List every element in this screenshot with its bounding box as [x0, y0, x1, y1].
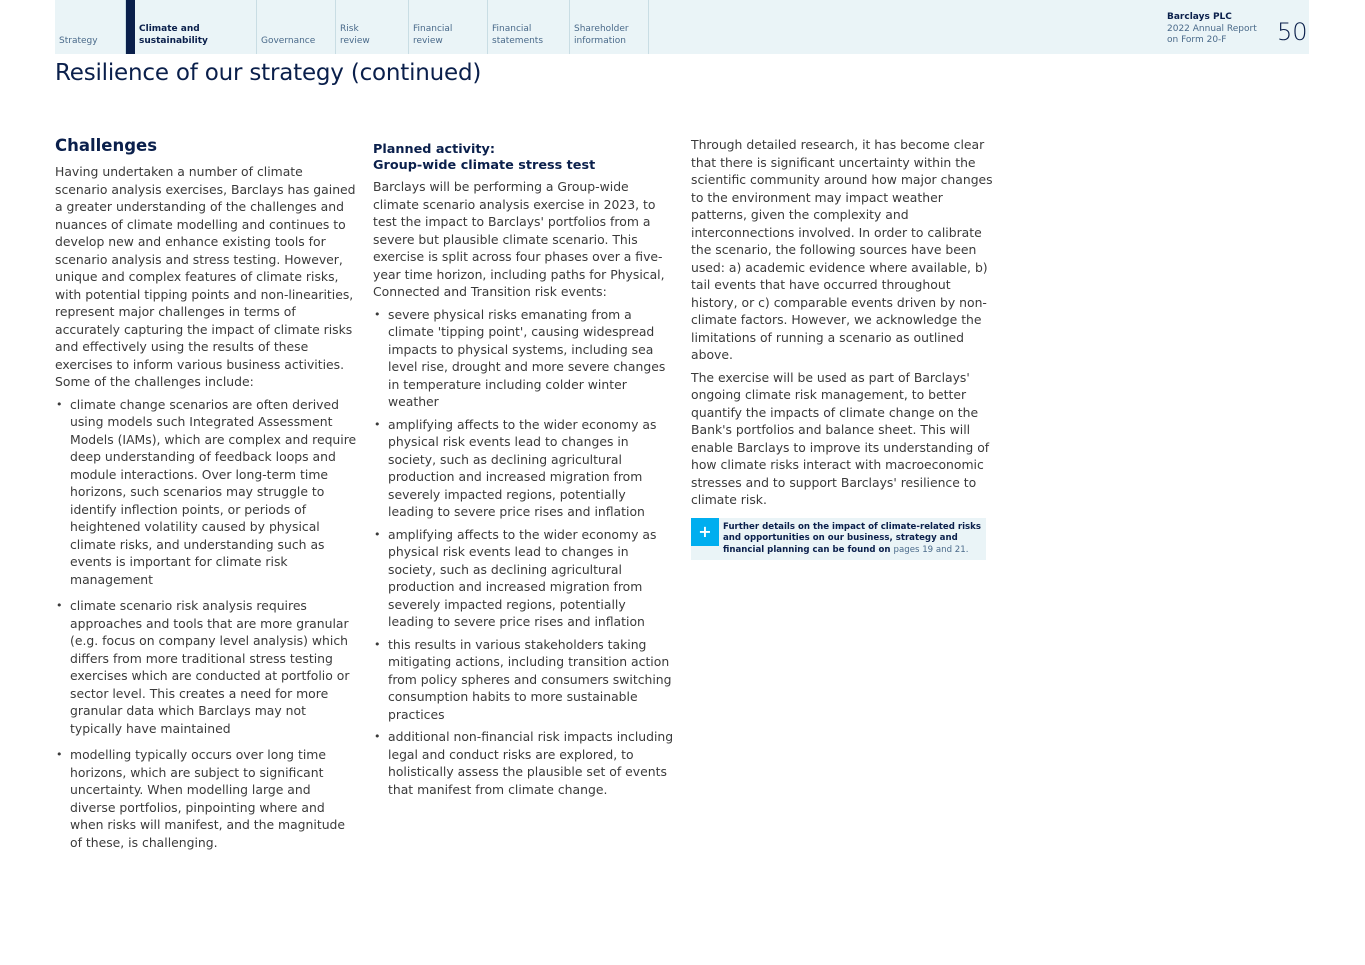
- report-title: 2022 Annual Report: [1167, 23, 1257, 34]
- list-item: • climate change scenarios are often derived using models such Integrated Assessment Models (IAMs), which are complex and require deep understanding of feedback loops and module interactions. Over long-term time horizons, such scenarios may struggle to identify inflection points, or periods of heightened volatility caused by physical climate risks, and understanding such as events is important for climate risk management: [55, 396, 357, 589]
- column-planned-activity: [373, 136, 675, 803]
- nav-label: Shareholder: [574, 24, 629, 34]
- report-info: [1167, 12, 1257, 47]
- nav-label: statements: [492, 36, 544, 46]
- nav-item-financial-review[interactable]: [409, 0, 488, 54]
- nav-item-financial-statements[interactable]: [488, 0, 570, 54]
- nav-label: Governance: [261, 36, 316, 46]
- list-item: • amplifying affects to the wider economy as physical risk events lead to changes in society, such as declining agricultural production and increased migration from severely impacted regions, potentially leading to severe price rises and inflation: [373, 416, 675, 521]
- nav-label: review: [413, 36, 443, 46]
- planned-activity-heading: [373, 142, 675, 174]
- nav-item-climate[interactable]: [126, 0, 257, 54]
- nav-item-governance[interactable]: [257, 0, 336, 54]
- nav-label: Strategy: [59, 36, 98, 46]
- nav-item-strategy[interactable]: [55, 0, 126, 54]
- nav-label: Climate and: [139, 24, 200, 34]
- pages-link[interactable]: pages 19 and 21.: [893, 545, 969, 556]
- plus-icon: +: [691, 518, 719, 546]
- callout-text: [723, 522, 982, 557]
- list-item: • additional non-financial risk impacts including legal and conduct risks are explored, to holistically assess the plausible set of events that manifest from climate change.: [373, 728, 675, 798]
- column-challenges: [55, 136, 357, 860]
- column-research: [691, 136, 993, 560]
- nav-label: Financial: [492, 24, 532, 34]
- callout-body: Further details on the impact of climate-related risks and opportunities on our business, strategy and financial planning can be found on: [723, 521, 981, 556]
- report-form: on Form 20-F: [1167, 35, 1227, 45]
- challenges-list: [55, 396, 357, 852]
- page-number: 50: [1277, 18, 1308, 46]
- challenges-heading: Challenges: [55, 136, 158, 155]
- header-bar: [55, 0, 1309, 54]
- list-item: • this results in various stakeholders taking mitigating actions, including transition action from policy spheres and consumers switching consumption habits to more sustainable practices: [373, 636, 675, 724]
- challenges-intro: Having undertaken a number of climate scenario analysis exercises, Barclays has gained a greater understanding of the challenges and nuances of climate modelling and continues to develop new and enhance existing tools for scenario analysis and stress testing. However, unique and complex features of climate risks, with potential tipping points and non-linearities, represent major challenges in terms of accurately capturing the impact of climate risks and effectively using the results of these exercises to inform various business activities. Some of the challenges include:: [55, 164, 356, 389]
- nav-item-risk-review[interactable]: [336, 0, 409, 54]
- nav-label: sustainability: [139, 36, 208, 46]
- nav-label: information: [574, 36, 626, 46]
- list-item: • modelling typically occurs over long time horizons, which are subject to significant uncertainty. When modelling large and diverse portfolios, pinpointing where and when risks will manifest, and the magnitude of these, is challenging.: [55, 746, 357, 851]
- nav-label: Financial: [413, 24, 453, 34]
- page-title: Resilience of our strategy (continued): [55, 60, 482, 86]
- section-nav: [55, 0, 649, 54]
- nav-item-shareholder-information[interactable]: [570, 0, 649, 54]
- further-details-callout: [691, 518, 986, 560]
- heading-line: Planned activity:: [373, 142, 495, 157]
- nav-label: review: [340, 36, 370, 46]
- heading-line: Group-wide climate stress test: [373, 158, 596, 173]
- exercise-paragraph: The exercise will be used as part of Barclays' ongoing climate risk management, to better quantify the impacts of climate change on the Bank's portfolios and balance sheet. This will enable Barclays to improve its understanding of how climate risks interact with macroeconomic stresses and to support Barclays' resilience to climate risk.: [691, 369, 990, 507]
- planned-list: [373, 306, 675, 799]
- planned-intro: Barclays will be performing a Group-wide climate scenario analysis exercise in 2023, to test the impact to Barclays' portfolios from a severe but plausible climate scenario. This exercise is split across four phases over a five-year time horizon, including paths for Physical, Connected and Transition risk events:: [373, 179, 665, 299]
- list-item: • severe physical risks emanating from a climate 'tipping point', causing widespread impacts to physical systems, including sea level rise, drought and more severe changes in temperature including colder winter weather: [373, 306, 675, 411]
- research-paragraph: Through detailed research, it has become clear that there is significant uncertainty within the scientific community around how major changes to the environment may impact weather patterns, given the complexity and interconnections involved. In order to calibrate the scenario, the following sources have been used: a) academic evidence where available, b) tail events that have occurred throughout history, or c) comparable events driven by non-climate factors. However, we acknowledge the limitations of running a scenario as outlined above.: [691, 137, 993, 362]
- company-name: Barclays PLC: [1167, 12, 1232, 22]
- list-item: • climate scenario risk analysis requires approaches and tools that are more granular (e.g. focus on company level analysis) which differs from more traditional stress testing exercises which are conducted at portfolio or sector level. This creates a need for more granular data which Barclays may not typically have maintained: [55, 597, 357, 737]
- nav-label: Risk: [340, 24, 359, 34]
- list-item: • amplifying affects to the wider economy as physical risk events lead to changes in society, such as declining agricultural production and increased migration from severely impacted regions, potentially leading to severe price rises and inflation: [373, 526, 675, 631]
